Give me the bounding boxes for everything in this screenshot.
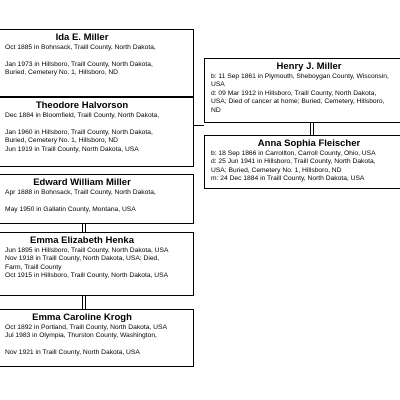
person-marriage: Nov 1921 in Traill County, North Dakota, USA bbox=[5, 349, 140, 357]
person-name: Theodore Halvorson bbox=[35, 100, 129, 111]
person-death: Jan 1973 in Hillsboro, Traill County, North Dakota, bbox=[5, 60, 153, 68]
person-death-place: Farm, Traill County bbox=[5, 263, 62, 271]
person-marriage: m: 24 Dec 1884 in Traill County, North Dakota, USA bbox=[211, 175, 365, 183]
person-birth: b: 18 Sep 1866 in Carrollton, Carroll County, Ohio, USA bbox=[211, 150, 376, 157]
person-birth: b: 11 Sep 1861 in Plymouth, Sheboygan County, Wisconsin, bbox=[211, 73, 389, 80]
person-name: Ida E. Miller bbox=[55, 32, 109, 43]
person-marriage: Oct 1915 in Hillsboro, Traill County, North Dakota, USA bbox=[5, 272, 169, 280]
person-card-theodore-halvorson[interactable] bbox=[0, 97, 194, 167]
person-card-emma-caroline-krogh[interactable] bbox=[0, 309, 194, 367]
person-death-cont: USA; Died of cancer at home; Buried, Cemetery, Hillsboro, bbox=[211, 98, 385, 106]
person-death: d: 09 Mar 1912 in Hillsboro, Traill County, North Dakota, bbox=[211, 89, 377, 97]
person-marriage: Jun 1919 in Traill County, North Dakota, USA bbox=[5, 145, 139, 153]
person-name: Emma Elizabeth Henka bbox=[29, 235, 134, 246]
connector-henry-anna bbox=[310, 123, 311, 135]
connector-edward-emma bbox=[82, 224, 83, 232]
person-name: Edward William Miller bbox=[33, 177, 131, 188]
person-death: Nov 1918 in Traill County, North Dakota, USA; Died, bbox=[5, 255, 160, 263]
person-card-henry-j-miller[interactable] bbox=[204, 58, 400, 123]
person-birth: Oct 1885 in Bohnsack, Traill County, North Dakota, bbox=[5, 44, 156, 51]
connector-henry-anna-2 bbox=[313, 123, 314, 135]
person-name: Emma Caroline Krogh bbox=[32, 312, 132, 323]
person-death: May 1950 in Gallatin County, Montana, USA bbox=[5, 205, 136, 213]
person-blank bbox=[0, 341, 193, 349]
connector-emma-krogh-2 bbox=[85, 296, 86, 309]
person-death: d: 25 Jun 1941 in Hillsboro, Traill County, North Dakota, bbox=[211, 158, 376, 166]
connector-edward-emma-2 bbox=[85, 224, 86, 232]
person-card-ida-e-miller[interactable] bbox=[0, 29, 194, 97]
person-birth: Dec 1884 in Bloomfield, Traill County, North Dakota, bbox=[5, 112, 160, 119]
person-card-edward-william-miller[interactable] bbox=[0, 174, 194, 224]
person-blank bbox=[0, 197, 193, 205]
person-blank bbox=[0, 120, 193, 128]
person-death-cont-2: ND bbox=[211, 106, 221, 114]
person-birth: Jun 1895 in Hillsboro, Traill County, North Dakota, USA bbox=[5, 247, 169, 254]
person-burial: Buried, Cemetery No. 1, Hillsboro, ND bbox=[5, 137, 118, 145]
person-birth: Apr 1888 in Bohnsack, Traill County, North Dakota, bbox=[5, 189, 156, 196]
person-card-emma-elizabeth-henka[interactable] bbox=[0, 232, 194, 296]
connector-child-to-parents bbox=[194, 125, 204, 126]
person-burial: Buried, Cemetery No. 1, Hillsboro, ND bbox=[5, 69, 118, 77]
person-birth-cont: USA bbox=[211, 81, 225, 89]
connector-emma-krogh bbox=[82, 296, 83, 309]
person-blank bbox=[0, 52, 193, 60]
person-name: Henry J. Miller bbox=[276, 61, 342, 72]
person-birth: Oct 1892 in Portland, Traill County, North Dakota, USA bbox=[5, 324, 167, 331]
person-death: Jan 1960 in Hillsboro, Traill County, North Dakota, bbox=[5, 128, 153, 136]
person-burial: USA; Buried, Cemetery No. 1, Hillsboro, ND bbox=[211, 166, 342, 174]
person-name: Anna Sophia Fleischer bbox=[257, 138, 361, 149]
person-card-anna-sophia-fleischer[interactable] bbox=[204, 135, 400, 189]
person-death: Jul 1983 in Olympia, Thurston County, Washington, bbox=[5, 332, 157, 340]
